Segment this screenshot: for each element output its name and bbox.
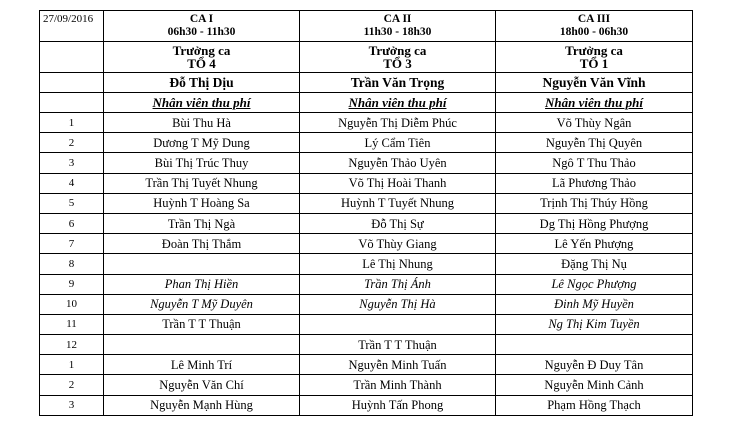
table-row: [40, 375, 693, 395]
team-label: TỔ 3: [383, 56, 412, 71]
leader-label-row: [40, 42, 693, 73]
row-number: 1: [40, 113, 104, 133]
row-number: 7: [40, 234, 104, 254]
shift-2-cell: Nguyễn Thị Hà: [300, 294, 496, 314]
shift-2-cell: Nguyễn Thị Diễm Phúc: [300, 113, 496, 133]
table-row: [40, 314, 693, 334]
shift-1-cell: [104, 254, 300, 274]
date-cell: 27/09/2016: [40, 11, 104, 42]
shift-2-leader-name: Trần Văn Trọng: [300, 73, 496, 93]
table-row: [40, 193, 693, 213]
shift-1-time: 06h30 - 11h30: [167, 26, 236, 38]
shift-2-staff-label: Nhân viên thu phí: [300, 93, 496, 113]
row-number: 5: [40, 193, 104, 213]
blank-cell: [40, 93, 104, 113]
blank-cell: [40, 73, 104, 93]
shift-1-cell: Dương T Mỹ Dung: [104, 133, 300, 153]
shift-1-cell: Nguyễn Văn Chí: [104, 375, 300, 395]
shift-2-cell: Võ Thị Hoài Thanh: [300, 173, 496, 193]
shift-2-cell: Trần Minh Thành: [300, 375, 496, 395]
shift-3-cell: Lã Phương Thảo: [496, 173, 693, 193]
table-row: [40, 294, 693, 314]
shift-1-cell: Huỳnh T Hoàng Sa: [104, 193, 300, 213]
shift-3-cell: Đinh Mỹ Huyền: [496, 294, 693, 314]
row-number: 2: [40, 375, 104, 395]
shift-1-staff-label: Nhân viên thu phí: [104, 93, 300, 113]
shift-2-cell: Huỳnh T Tuyết Nhung: [300, 193, 496, 213]
shift-2-time: 11h30 - 18h30: [363, 26, 432, 38]
shift-3-cell: Ng Thị Kim Tuyền: [496, 314, 693, 334]
shift-1-cell: Bùi Thu Hà: [104, 113, 300, 133]
table-row: [40, 335, 693, 355]
shift-1-header: [104, 11, 300, 42]
shift-2-cell: Nguyễn Minh Tuấn: [300, 355, 496, 375]
leader-label: Trưởng ca: [565, 43, 623, 58]
shift-2-leader-label: [300, 42, 496, 73]
shift-1-cell: Trần T T Thuận: [104, 314, 300, 334]
shift-2-cell: Trần T T Thuận: [300, 335, 496, 355]
shift-2-cell: [300, 314, 496, 334]
shift-2-cell: Lê Thị Nhung: [300, 254, 496, 274]
shift-2-cell: Nguyễn Thảo Uyên: [300, 153, 496, 173]
team-label: TỔ 1: [579, 56, 609, 71]
shift-3-header: [496, 11, 693, 42]
shift-1-cell: Bùi Thị Trúc Thuy: [104, 153, 300, 173]
shift-3-leader-name: Nguyễn Văn Vĩnh: [496, 73, 693, 93]
shift-2-cell: Đỗ Thị Sự: [300, 213, 496, 233]
shift-3-cell: Lê Yến Phượng: [496, 234, 693, 254]
shift-3-cell: [496, 335, 693, 355]
table-row: [40, 153, 693, 173]
leader-label: Trưởng ca: [172, 43, 231, 58]
shift-1-name: CA I: [189, 13, 214, 25]
shift-2-name: CA II: [383, 13, 412, 25]
shift-3-cell: Trịnh Thị Thúy Hồng: [496, 193, 693, 213]
shift-1-cell: Lê Minh Trí: [104, 355, 300, 375]
shift-schedule-table: [39, 10, 693, 416]
shift-3-cell: Nguyễn Đ Duy Tân: [496, 355, 693, 375]
row-number: 11: [40, 314, 104, 334]
shift-3-cell: Lê Ngọc Phượng: [496, 274, 693, 294]
shift-3-staff-label: Nhân viên thu phí: [496, 93, 693, 113]
shift-2-header: [300, 11, 496, 42]
table-row: [40, 213, 693, 233]
shift-3-name: CA III: [577, 13, 611, 25]
shift-1-leader-label: [104, 42, 300, 73]
table-row: [40, 113, 693, 133]
shift-3-cell: Nguyễn Minh Cảnh: [496, 375, 693, 395]
shift-1-cell: Trần Thị Tuyết Nhung: [104, 173, 300, 193]
team-label: TỔ 4: [187, 56, 216, 71]
row-number: 4: [40, 173, 104, 193]
shift-3-cell: Dg Thị Hồng Phượng: [496, 213, 693, 233]
table-row: [40, 254, 693, 274]
shift-2-cell: Lý Cẩm Tiên: [300, 133, 496, 153]
table-row: [40, 274, 693, 294]
shift-3-cell: Đặng Thị Nụ: [496, 254, 693, 274]
shift-3-time: 18h00 - 06h30: [559, 26, 629, 38]
row-number: 12: [40, 335, 104, 355]
shift-1-cell: Đoàn Thị Thắm: [104, 234, 300, 254]
table-row: [40, 355, 693, 375]
table-row: [40, 395, 693, 415]
shift-3-cell: Võ Thùy Ngân: [496, 113, 693, 133]
blank-cell: [40, 42, 104, 73]
row-number: 1: [40, 355, 104, 375]
shift-1-cell: Nguyễn Mạnh Hùng: [104, 395, 300, 415]
row-number: 6: [40, 213, 104, 233]
row-number: 3: [40, 153, 104, 173]
table-row: [40, 234, 693, 254]
shift-2-cell: Huỳnh Tấn Phong: [300, 395, 496, 415]
shift-1-cell: Trần Thị Ngà: [104, 213, 300, 233]
table-row: [40, 133, 693, 153]
row-number: 2: [40, 133, 104, 153]
row-number: 8: [40, 254, 104, 274]
shift-2-cell: Võ Thùy Giang: [300, 234, 496, 254]
shift-1-cell: Nguyễn T Mỹ Duyên: [104, 294, 300, 314]
shift-1-cell: [104, 335, 300, 355]
shift-header-row: [40, 11, 693, 42]
shift-3-cell: Nguyễn Thị Quyên: [496, 133, 693, 153]
shift-3-cell: Phạm Hồng Thạch: [496, 395, 693, 415]
row-number: 10: [40, 294, 104, 314]
leader-label: Trưởng ca: [368, 43, 427, 58]
staff-label-row: [40, 93, 693, 113]
row-number: 9: [40, 274, 104, 294]
leader-name-row: [40, 73, 693, 93]
shift-1-leader-name: Đỗ Thị Dịu: [104, 73, 300, 93]
shift-2-cell: Trần Thị Ánh: [300, 274, 496, 294]
table-row: [40, 173, 693, 193]
shift-1-cell: Phan Thị Hiền: [104, 274, 300, 294]
row-number: 3: [40, 395, 104, 415]
shift-3-leader-label: [496, 42, 693, 73]
shift-3-cell: Ngô T Thu Thảo: [496, 153, 693, 173]
